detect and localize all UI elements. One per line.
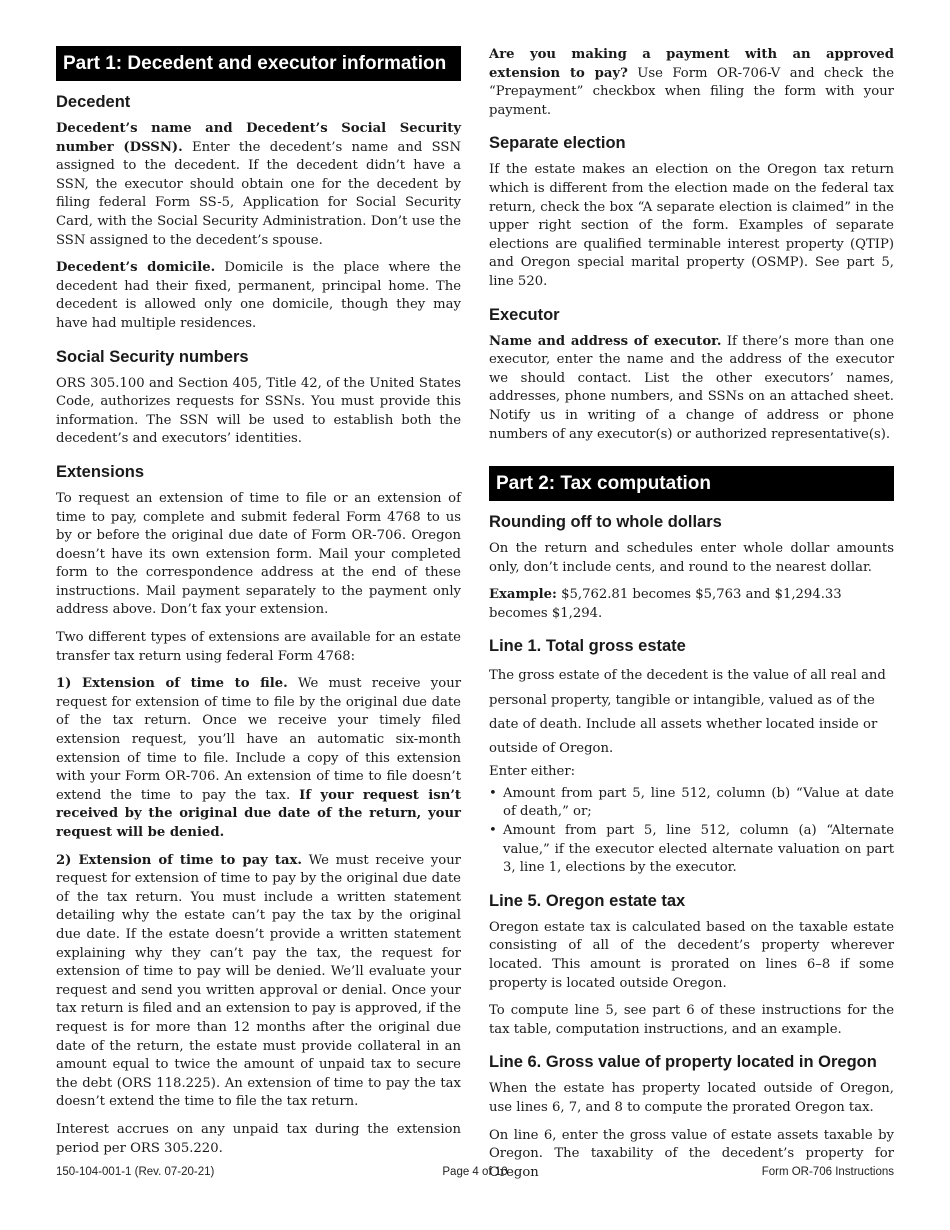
decedent-name-label: Decedent’s name and Decedent’s Social Security number (DSSN). <box>56 121 461 155</box>
extension-to-file-warning: If your request isn’t received by the original due date of the return, your request will be denied. <box>56 787 461 840</box>
decedent-heading: Decedent <box>56 93 131 111</box>
extension-to-pay-paragraph <box>56 852 461 1112</box>
right-column <box>489 46 894 1191</box>
line1-heading: Line 1. Total gross estate <box>489 637 686 656</box>
example-paragraph <box>489 586 894 623</box>
payment-label: Are you making a payment with an approved extension to pay? <box>489 47 894 81</box>
list-item-text: Amount from part 5, line 512, column (b) “Value at date of death,” or; <box>503 785 894 820</box>
form-title: Form OR-706 Instructions <box>761 1166 894 1178</box>
line6-paragraph-1: When the estate has property located outside of Oregon, use lines 6, 7, and 8 to compute the prorated Oregon tax. <box>489 1081 894 1115</box>
extension-to-pay-label: 2) Extension of time to pay tax. <box>56 852 302 868</box>
domicile-paragraph <box>56 259 461 333</box>
interest-paragraph: Interest accrues on any unpaid tax during the extension period per ORS 305.220. <box>56 1121 461 1156</box>
extensions-paragraph-2: Two different types of extensions are available for an estate transfer tax return using federal Form 4768: <box>56 630 461 664</box>
page-footer <box>56 1166 894 1182</box>
part1-heading: Part 1: Decedent and executor information <box>56 46 461 81</box>
enter-either-text: Enter either: <box>489 764 576 780</box>
rounding-paragraph: On the return and schedules enter whole dollar amounts only, don’t include cents, and round to the nearest dollar. <box>489 541 894 575</box>
rounding-heading: Rounding off to whole dollars <box>489 513 722 532</box>
line6-heading: Line 6. Gross value of property located in Oregon <box>489 1053 877 1072</box>
line5-paragraph-1: Oregon estate tax is calculated based on the taxable estate consisting of all of the decedent’s property wherever located. This amount is prorated on lines 6–8 if some property is located outside Oregon. <box>489 919 894 991</box>
extension-to-file-paragraph <box>56 675 461 842</box>
executor-paragraph <box>489 333 894 445</box>
line5-heading: Line 5. Oregon estate tax <box>489 891 686 910</box>
list-item <box>489 822 894 878</box>
domicile-label: Decedent’s domicile. <box>56 260 216 276</box>
domicile-text: Domicile is the place where the decedent had their fixed, permanent, principal home. The decedent is allowed only one domicile, though they may have had multiple residences. <box>56 260 462 331</box>
extension-to-file-text: We must receive your request for extension of time to file by the original due date of the tax return. Once we receive your timely filed extension request, you’ll have an automatic six-month extension of time to file. Include a copy of this extension with your Form OR-706. An extension of time to file doesn’t extend the time to pay the tax. <box>56 676 461 803</box>
line1-paragraph: The gross estate of the decedent is the value of all real and personal property, tangible or intangible, valued as of the date of death. Include all assets whether located inside or outside of Oregon. <box>489 668 886 757</box>
bullet-icon: • <box>489 785 497 801</box>
ssn-paragraph: ORS 305.100 and Section 405, Title 42, of the United States Code, authorizes requests for SSNs. You must provide this information. The SSN will be used to establish both the decedent’s and executors’ identities. <box>56 375 461 447</box>
payment-paragraph <box>489 46 894 120</box>
payment-text: Use Form OR-706-V and check the “Prepayment” checkbox when filing the form with your payment. <box>489 65 894 118</box>
line6-paragraph-2: On line 6, enter the gross value of estate assets taxable by Oregon. The taxability of the decedent’s property for Oregon <box>489 1127 894 1180</box>
extensions-heading: Extensions <box>56 462 145 481</box>
form-number: 150-104-001-1 (Rev. 07-20-21) <box>56 1166 215 1178</box>
line1-bullet-list <box>489 785 894 878</box>
list-item <box>489 785 894 822</box>
separate-election-paragraph: If the estate makes an election on the Oregon tax return which is different from the election made on the federal tax return, check the box “A separate election is claimed” in the upper right section of the form. Examples of separate elections are qualified terminable interest property (QTIP) and Oregon special marital property (OSMP). See part 5, line 520. <box>489 162 894 289</box>
bullet-icon: • <box>489 823 497 839</box>
extensions-paragraph-1: To request an extension of time to file or an extension of time to pay, complete and submit federal Form 4768 to us by or before the original due date of Form OR-706. Oregon doesn’t have its own extension form. Mail your completed form to the correspondence address at the end of these instructions. Mail payment separately to the payment only address above. Don’t fax your extension. <box>56 490 461 618</box>
example-label: Example: <box>489 587 557 603</box>
line5-paragraph-2: To compute line 5, see part 6 of these instructions for the tax table, computation instructions, and an example. <box>489 1003 894 1037</box>
executor-text: If there’s more than one executor, enter the name and the address of the executor we should contact. List the other executors’ names, addresses, phone numbers, and SSNs on an attached sheet. Notify us in writing of a change of address or phone numbers of any executor(s) or authorized representative(s). <box>489 333 895 442</box>
decedent-name-paragraph <box>56 120 461 250</box>
separate-election-heading: Separate election <box>489 134 626 153</box>
executor-label: Name and address of executor. <box>489 333 722 349</box>
example-text: $5,762.81 becomes $5,763 and $1,294.33 becomes $1,294. <box>489 587 842 621</box>
extension-to-pay-text: We must receive your request for extension of time to pay by the original due date of the tax return. You must include a written statement detailing why the estate can’t pay the tax by the original due date. If the estate doesn’t provide a written statement explaining why they can’t pay the tax, the request for extension of time to pay will be denied. We’ll evaluate your request and send you written approval or denial. Once your tax return is filed and an extension to pay is approved, if the request is for more than 12 months after the original due date of the return, the estate must provide collateral in an amount equal to twice the amount of unpaid tax to secure the debt (ORS 118.225). An extension of time to pay the tax doesn’t extend the time to file the tax return. <box>56 852 461 1110</box>
decedent-name-text: Enter the decedent’s name and SSN assigned to the decedent. If the decedent didn’t have a SSN, the executor should obtain one for the decedent by filing federal Form SS-5, Application for Social Security Card, with the Social Security Administration. Don’t use the SSN assigned to the decedent’s spouse. <box>56 139 461 248</box>
extension-to-file-label: 1) Extension of time to file. <box>56 676 288 692</box>
part2-heading: Part 2: Tax computation <box>489 466 894 501</box>
left-column <box>56 46 461 1167</box>
list-item-text: Amount from part 5, line 512, column (a) “Alternate value,” if the executor elected alternate valuation on part 3, line 1, elections by the executor. <box>503 823 894 876</box>
page-number: Page 4 of 10 <box>442 1166 508 1178</box>
executor-heading: Executor <box>489 305 560 324</box>
ssn-heading: Social Security numbers <box>56 347 249 366</box>
